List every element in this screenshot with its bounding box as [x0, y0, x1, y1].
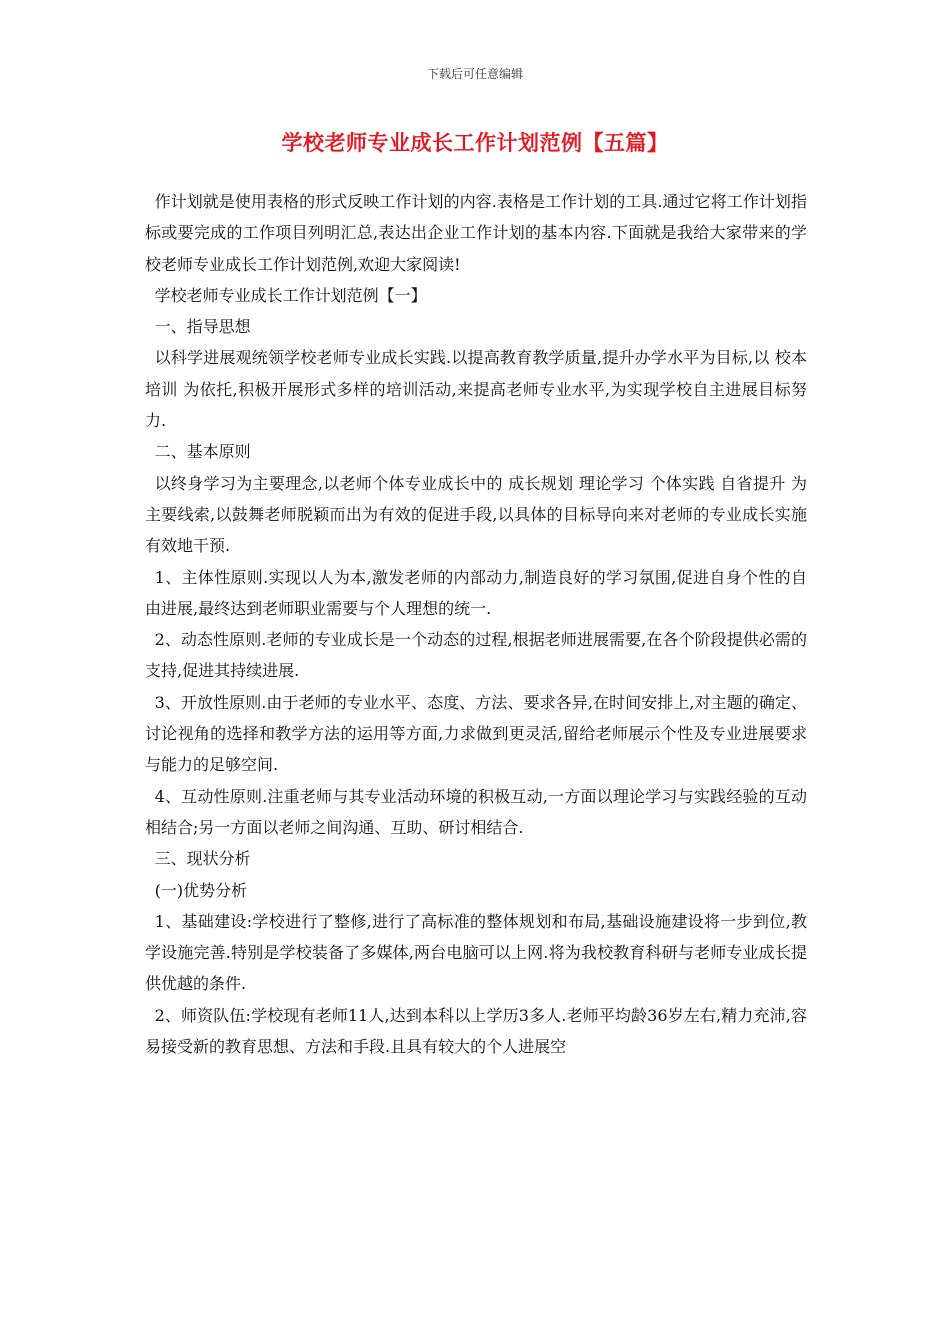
document-title: 学校老师专业成长工作计划范例【五篇】	[281, 130, 669, 155]
document-body	[145, 186, 807, 1062]
section-heading-example-one: 学校老师专业成长工作计划范例【一】	[154, 285, 427, 305]
heading-basic-principles: 二、基本原则	[154, 442, 251, 462]
subheading-advantage-analysis: (一)优势分析	[154, 880, 248, 900]
intro-paragraph: 作计划就是使用表格的形式反映工作计划的内容.表格是工作计划的工具.通过它将工作计划指标或要完成的工作项目列明汇总,表达出企业工作计划的基本内容.下面就是我给大家带来的学校老师专业成长工作计划范例,欢迎大家阅读!	[145, 192, 807, 274]
heading-guiding-ideology: 一、指导思想	[154, 317, 251, 337]
principle-item-3: 3、开放性原则.由于老师的专业水平、态度、方法、要求各异,在时间安排上,对主题的确定、讨论视角的选择和教学方法的运用等方面,力求做到更灵活,留给老师展示个性及专业进展要求与能力的足够空间.	[145, 692, 807, 775]
principle-item-4: 4、互动性原则.注重老师与其专业活动环境的积极互动,一方面以理论学习与实践经验的互动相结合;另一方面以老师之间沟通、互助、研讨相结合.	[145, 786, 807, 837]
heading-status-analysis: 三、现状分析	[154, 849, 251, 869]
advantage-item-2: 2、师资队伍:学校现有老师11人,达到本科以上学历3多人.老师平均龄36岁左右,精力充沛,容易接受新的教育思想、方法和手段.且具有较大的个人进展空	[145, 1005, 807, 1057]
header-note: 下载后可任意编辑	[426, 67, 523, 81]
paragraph-guiding-ideology: 以科学进展观统领学校老师专业成长实践.以提高教育教学质量,提升办学水平为目标,以 校本培训 为依托,积极开展形式多样的培训活动,来提高老师专业水平,为实现学校自主进展目标努力.	[145, 348, 807, 431]
paragraph-basic-principles: 以终身学习为主要理念,以老师个体专业成长中的 成长规划 理论学习 个体实践 自省提升 为主要线索,以鼓舞老师脱颖而出为有效的促进手段,以具体的目标导向来对老师的专业成长实施有效地干预.	[145, 473, 807, 556]
principle-item-1: 1、主体性原则.实现以人为本,激发老师的内部动力,制造良好的学习氛围,促进自身个性的自由进展,最终达到老师职业需要与个人理想的统一.	[145, 567, 807, 618]
principle-item-2: 2、动态性原则.老师的专业成长是一个动态的过程,根据老师进展需要,在各个阶段提供必需的支持,促进其持续进展.	[145, 630, 807, 681]
advantage-item-1: 1、基础建设:学校进行了整修,进行了高标准的整体规划和布局,基础设施建设将一步到位,教学设施完善.特别是学校装备了多媒体,两台电脑可以上网.将为我校教育科研与老师专业成长提供优越的条件.	[145, 911, 807, 994]
